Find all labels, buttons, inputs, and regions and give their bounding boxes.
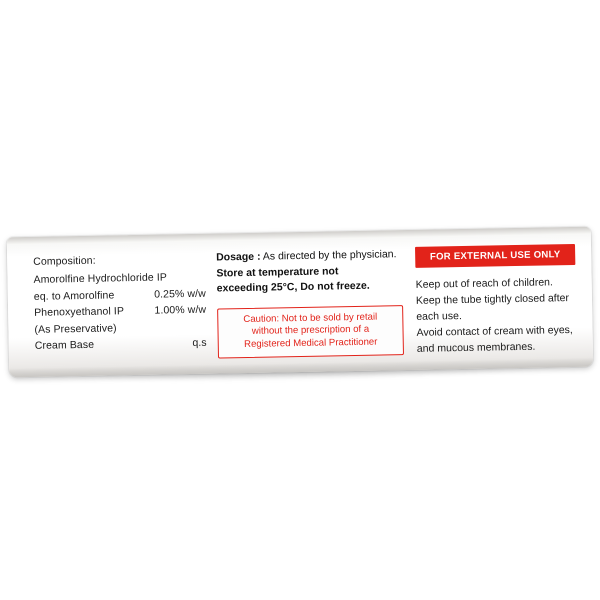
composition-title: Composition: <box>33 254 96 268</box>
composition-ingredient-name: Phenoxyethanol IP <box>34 305 125 320</box>
storage-line-1: Store at temperature not <box>216 264 339 280</box>
external-use-banner: FOR EXTERNAL USE ONLY <box>415 244 575 267</box>
composition-ingredient-name: eq. to Amorolfine <box>33 289 115 303</box>
composition-ingredient-value: q.s <box>192 336 207 350</box>
warnings-section <box>415 244 577 357</box>
warning-line: Keep the tube tightly closed after <box>415 291 570 307</box>
composition-row <box>34 302 206 322</box>
composition-section <box>33 251 207 355</box>
medicine-carton-panel <box>7 227 593 378</box>
dosage-label: Dosage : <box>216 250 261 264</box>
warning-line: each use. <box>416 309 462 323</box>
warning-line: and mucous membranes. <box>416 341 536 356</box>
composition-row <box>35 335 207 355</box>
composition-ingredient-value: 1.00% w/w <box>154 303 207 317</box>
warning-line: Keep out of reach of children. <box>415 275 553 291</box>
dosage-text: As directed by the physician. <box>262 248 397 263</box>
caution-line-2: without the prescription of a <box>251 323 370 337</box>
composition-ingredient-value: 0.25% w/w <box>154 287 206 301</box>
storage-line-2: exceeding 25°C, Do not freeze. <box>216 279 370 295</box>
dosage-section <box>216 247 404 359</box>
warning-line: Avoid contact of cream with eyes, <box>416 324 573 339</box>
caution-line-3: Registered Medical Practitioner <box>244 336 378 350</box>
composition-ingredient-name: Amorolfine Hydrochloride IP <box>33 271 168 287</box>
caution-box <box>217 305 404 359</box>
caution-line-1: Caution: Not to be sold by retail <box>243 311 378 325</box>
warning-text-block <box>416 273 577 357</box>
composition-ingredient-name: (As Preservative) <box>34 321 117 336</box>
composition-ingredient-name: Cream Base <box>34 338 95 352</box>
